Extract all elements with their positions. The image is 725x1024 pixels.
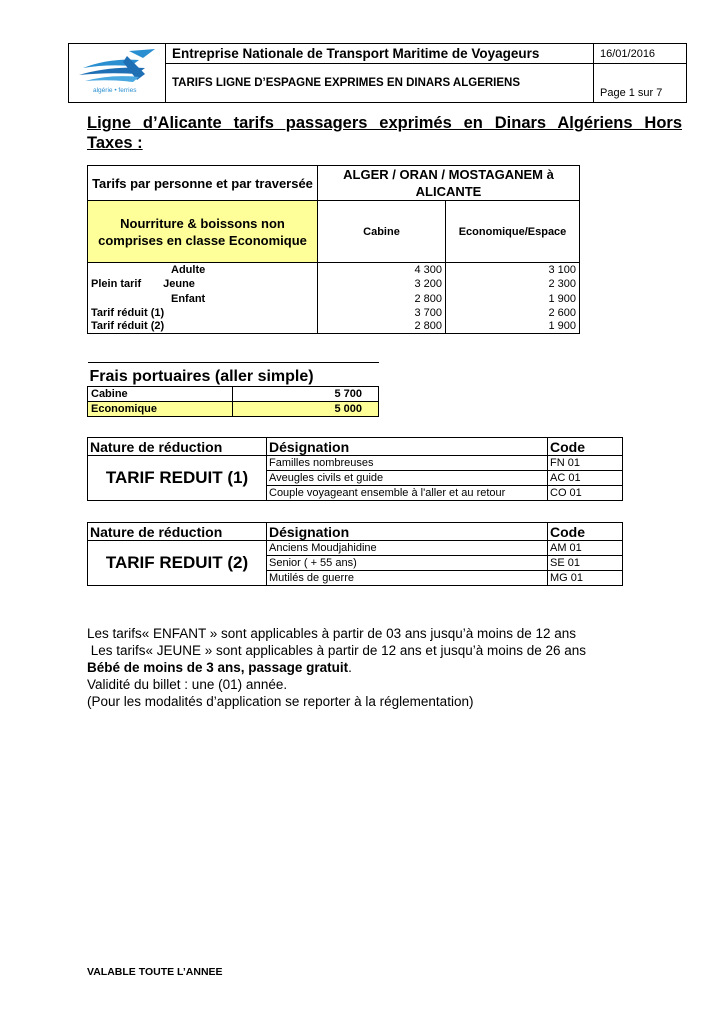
- note-bebe-end: .: [348, 660, 352, 675]
- tariff-col-header: Tarifs par personne et par traversée: [88, 166, 318, 201]
- plein-tarif-label: Plein tarif: [91, 278, 142, 290]
- fee-label: Cabine: [88, 387, 233, 402]
- nature-header: Nature de réduction: [88, 438, 267, 456]
- eco-value: 1 900: [446, 320, 580, 334]
- cabine-col-header: Cabine: [318, 201, 446, 263]
- reduction-name: TARIF REDUIT (2): [88, 541, 267, 586]
- reduction-table-2: [87, 522, 623, 586]
- page-number: Page 1 sur 7: [594, 64, 687, 103]
- table-row: [88, 292, 580, 306]
- designation-header: Désignation: [267, 523, 548, 541]
- row-label: Enfant: [88, 292, 318, 306]
- table-row: [88, 456, 623, 471]
- page-title-continued: Taxes :: [87, 134, 143, 152]
- table-row: [88, 541, 623, 556]
- fee-value: 5 000: [233, 402, 379, 417]
- nature-header: Nature de réduction: [88, 523, 267, 541]
- table-row: [88, 402, 379, 417]
- table-row: [88, 320, 580, 334]
- note-validite: Validité du billet : une (01) année.: [87, 677, 288, 692]
- code-value: AC 01: [548, 471, 623, 486]
- company-name: Entreprise Nationale de Transport Maritime de Voyageurs: [166, 44, 594, 64]
- fee-value: 5 700: [233, 387, 379, 402]
- reduction-name: TARIF REDUIT (1): [88, 456, 267, 501]
- port-fees-table: [87, 362, 379, 417]
- row-label: [88, 277, 318, 292]
- code-value: FN 01: [548, 456, 623, 471]
- document-subtitle: TARIFS LIGNE D’ESPAGNE EXPRIMES EN DINARS ALGERIENS: [166, 64, 594, 103]
- route-header: ALGER / ORAN / MOSTAGANEM à ALICANTE: [318, 166, 580, 201]
- cabine-value: 2 800: [318, 320, 446, 334]
- reduction-table-1: [87, 437, 623, 501]
- notes: [87, 625, 586, 710]
- code-value: SE 01: [548, 556, 623, 571]
- note-bebe: [87, 659, 586, 676]
- table-row: [88, 306, 580, 320]
- code-value: CO 01: [548, 486, 623, 501]
- note-enfant: Les tarifs« ENFANT » sont applicables à partir de 03 ans jusqu’à moins de 12 ans: [87, 626, 577, 641]
- row-label: Adulte: [88, 263, 318, 277]
- eco-value: 2 600: [446, 306, 580, 320]
- row-sublabel: Jeune: [163, 278, 195, 290]
- table-row: [88, 277, 580, 292]
- cabine-value: 2 800: [318, 292, 446, 306]
- designation-header: Désignation: [267, 438, 548, 456]
- designation-value: Anciens Moudjahidine: [267, 541, 548, 556]
- cabine-value: 3 700: [318, 306, 446, 320]
- logo-cell: [69, 44, 166, 103]
- footer: VALABLE TOUTE L’ANNEE: [87, 966, 223, 978]
- code-value: MG 01: [548, 571, 623, 586]
- row-label: Tarif réduit (1): [88, 306, 318, 320]
- note-jeune: Les tarifs« JEUNE » sont applicables à partir de 12 ans et jusqu’à moins de 26 ans: [87, 643, 587, 658]
- code-header: Code: [548, 438, 623, 456]
- document-header: [68, 43, 687, 103]
- code-value: AM 01: [548, 541, 623, 556]
- algerie-ferries-logo: [69, 44, 165, 97]
- eco-value: 3 100: [446, 263, 580, 277]
- row-label: Tarif réduit (2): [88, 320, 318, 334]
- designation-value: Mutilés de guerre: [267, 571, 548, 586]
- note-modalites: (Pour les modalités d’application se reporter à la réglementation): [87, 694, 474, 709]
- cabine-value: 3 200: [318, 277, 446, 292]
- designation-value: Aveugles civils et guide: [267, 471, 548, 486]
- table-row: [88, 387, 379, 402]
- meal-note: Nourriture & boissons non comprises en classe Economique: [88, 201, 318, 263]
- note-bebe-bold: Bébé de moins de 3 ans, passage gratuit: [87, 660, 349, 675]
- code-header: Code: [548, 523, 623, 541]
- page-title: Ligne d’Alicante tarifs passagers exprimés en Dinars Algériens Hors: [87, 114, 682, 132]
- port-fees-title: Frais portuaires (aller simple): [88, 363, 379, 387]
- designation-value: Familles nombreuses: [267, 456, 548, 471]
- eco-value: 1 900: [446, 292, 580, 306]
- tariff-table: [87, 165, 580, 334]
- svg-text:algérie • ferries: algérie • ferries: [93, 87, 137, 94]
- document-date: 16/01/2016: [594, 44, 687, 64]
- table-row: [88, 263, 580, 277]
- fee-label: Economique: [88, 402, 233, 417]
- designation-value: Couple voyageant ensemble à l'aller et au retour: [267, 486, 548, 501]
- eco-value: 2 300: [446, 277, 580, 292]
- designation-value: Senior ( + 55 ans): [267, 556, 548, 571]
- eco-col-header: Economique/Espace: [446, 201, 580, 263]
- cabine-value: 4 300: [318, 263, 446, 277]
